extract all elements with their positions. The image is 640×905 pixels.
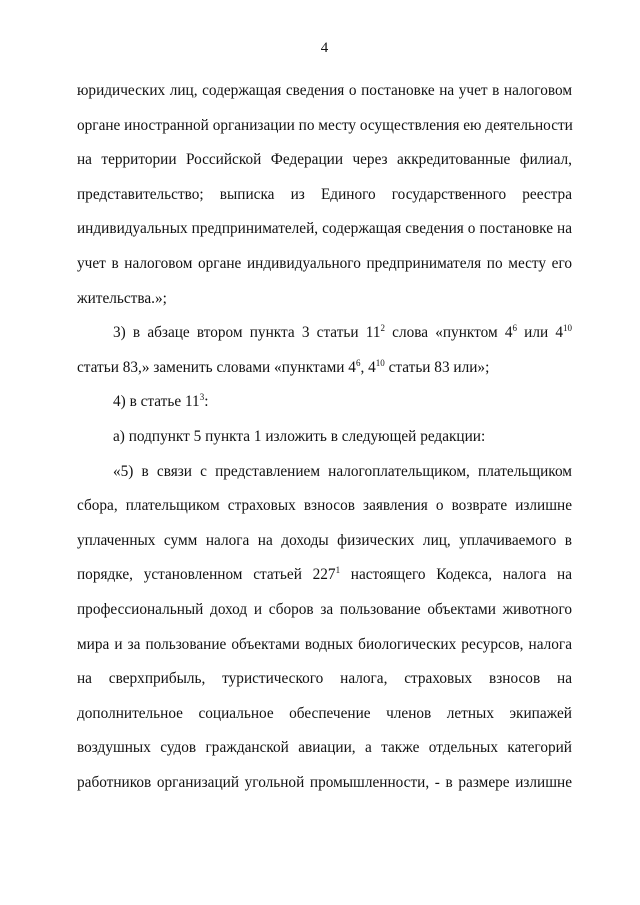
paragraph-continuation <box>77 74 572 316</box>
text-line: работников организаций угольной промышленности, - в размере излишне <box>77 773 572 791</box>
superscript: 10 <box>563 323 572 334</box>
text-line: органе иностранной организации по месту осуществления ею деятельности <box>77 116 573 134</box>
text-line: уплаченных сумм налога на доходы физических лиц, уплачиваемого в <box>77 531 572 549</box>
text-line: жительства.»; <box>77 289 167 307</box>
paragraph-item-4 <box>77 385 572 420</box>
text-line: юридических лиц, содержащая сведения о постановке на учет в налоговом <box>77 82 572 99</box>
text-line: дополнительное социальное обеспечение членов летных экипажей <box>77 704 572 722</box>
text-run: или 4 <box>516 324 563 342</box>
text-line: сбора, плательщиком страховых взносов заявления о возврате излишне <box>77 497 572 515</box>
paragraph-item-4a <box>77 420 572 455</box>
text-line: учет в налоговом органе индивидуального предпринимателя по месту его <box>77 254 572 272</box>
text-line: воздушных судов гражданской авиации, а также отдельных категорий <box>77 739 572 757</box>
text-line: профессиональный доход и сборов за пользование объектами животного <box>77 600 572 618</box>
text-run: слова «пунктом 4 <box>384 324 513 342</box>
text-line: а) подпункт 5 пункта 1 изложить в следующей редакции: <box>113 427 486 445</box>
text-run: 4) в статье 11 <box>113 393 200 411</box>
text-run: статьи 83,» заменить словами «пунктами 4 <box>77 358 356 376</box>
text-run: порядке, установленном статьей 227 <box>77 566 336 584</box>
text-line: «5) в связи с представлением налогоплательщиком, плательщиком <box>113 462 572 480</box>
text-line: на сверхприбыль, туристического налога, страховых взносов на <box>77 670 572 688</box>
superscript: 10 <box>375 357 385 368</box>
paragraph-item-3 <box>77 316 572 385</box>
page-number: 4 <box>320 40 329 56</box>
superscript: 1 <box>335 565 341 576</box>
text-line <box>77 558 572 593</box>
superscript: 2 <box>380 323 385 334</box>
text-line: мира и за пользование объектами водных биологических ресурсов, налога <box>77 635 572 653</box>
text-line <box>77 316 572 351</box>
paragraph-subitem-5 <box>77 455 572 801</box>
text-line: индивидуальных предпринимателей, содержащая сведения о постановке на <box>77 220 572 238</box>
text-line: представительство; выписка из Единого государственного реестра <box>77 185 572 203</box>
text-run: статьи 83 или»; <box>384 358 490 376</box>
text-run: , 4 <box>360 358 376 376</box>
superscript: 6 <box>512 323 517 334</box>
text-run: : <box>204 393 209 411</box>
text-run: настоящего Кодекса, налога на <box>340 566 572 584</box>
text-line <box>77 351 572 386</box>
text-line: на территории Российской Федерации через аккредитованные филиал, <box>77 151 572 169</box>
superscript: 3 <box>199 392 205 403</box>
text-line <box>77 385 572 420</box>
superscript: 6 <box>355 357 361 368</box>
text-run: 3) в абзаце втором пункта 3 статьи 11 <box>113 324 381 342</box>
